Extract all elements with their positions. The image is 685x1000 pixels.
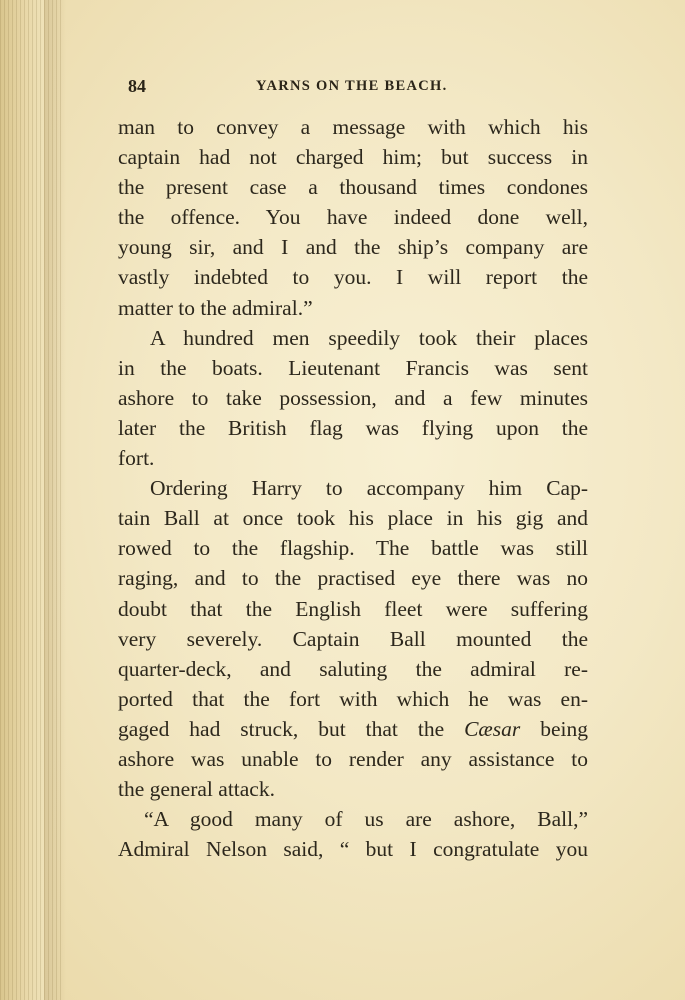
text-line — [118, 714, 588, 744]
text-line: matter to the admiral.” — [118, 295, 313, 320]
text-line: man to convey a message with which his — [118, 115, 588, 139]
text-line: captain had not charged him; but success in — [118, 145, 588, 170]
text-line: the offence. You have indeed done well, — [118, 205, 588, 230]
text-fragment: gaged had struck, but that the — [118, 716, 465, 741]
running-title: YARNS ON THE BEACH. — [256, 78, 448, 94]
text-line: tain Ball at once took his place in his gig and — [118, 506, 588, 531]
text-line: the general attack. — [118, 777, 275, 802]
text-line: very severely. Captain Ball mounted the — [118, 626, 588, 651]
text-line: quarter-deck, and saluting the admiral re- — [118, 656, 588, 681]
ship-name: Cæsar — [464, 716, 521, 741]
page-number: 84 — [128, 76, 146, 96]
text-line: ashore to take possession, and a few minutes — [118, 385, 588, 410]
body-text — [118, 112, 588, 864]
text-line: the present case a thousand times condones — [118, 175, 588, 200]
text-line: Admiral Nelson said, “ but I congratulate you — [118, 837, 588, 862]
text-line: A hundred men speedily took their places — [150, 325, 588, 350]
text-fragment: being — [520, 716, 588, 741]
text-line: ashore was unable to render any assistance to — [118, 746, 588, 771]
text-line: in the boats. Lieutenant Francis was sent — [118, 355, 588, 380]
text-line: rowed to the flagship. The battle was still — [118, 536, 588, 561]
text-line: later the British flag was flying upon the — [118, 415, 588, 440]
text-line: doubt that the English fleet were suffering — [118, 596, 588, 621]
text-line: fort. — [118, 446, 155, 471]
text-line: young sir, and I and the ship’s company are — [118, 235, 588, 260]
text-line: vastly indebted to you. I will report the — [118, 265, 588, 290]
text-line: raging, and to the practised eye there was no — [118, 566, 588, 591]
gutter-shadow — [44, 0, 66, 1000]
text-line: Ordering Harry to accompany him Cap- — [150, 476, 588, 501]
text-line: “A good many of us are ashore, Ball,” — [144, 807, 588, 832]
text-line: ported that the fort with which he was en- — [118, 686, 588, 711]
page-header — [128, 76, 588, 100]
